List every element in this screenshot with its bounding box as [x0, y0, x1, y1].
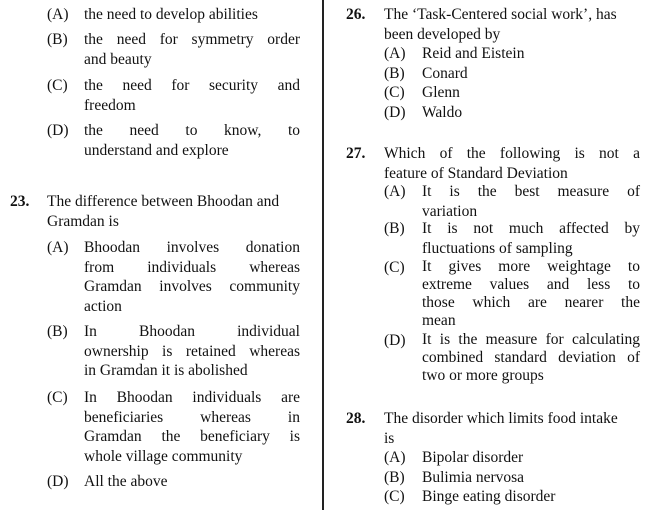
question-27 — [340, 144, 640, 183]
option-text-line: the need for symmetry order — [84, 31, 300, 48]
option-27-d[interactable] — [384, 331, 640, 385]
option-text: Glenn — [422, 84, 460, 101]
option-text: Bipolar disorder — [422, 449, 524, 466]
option-label: (C) — [384, 84, 405, 101]
question-23-option-a — [0, 238, 300, 316]
option-text-line: the need to know, to — [84, 122, 300, 139]
option-text-line: beneficiaries whereas in — [84, 408, 300, 426]
question-22-options — [0, 5, 300, 25]
option-27-c[interactable] — [384, 258, 640, 330]
option-text-line: combined standard deviation of — [422, 349, 640, 366]
option-label: (B) — [384, 468, 405, 486]
option-text-line: Gramdan the beneficiary is — [84, 428, 300, 445]
option-text-line: freedom — [84, 96, 136, 114]
option-text-line: In Bhoodan individual — [84, 323, 300, 340]
option-text-line: ownership is retained whereas — [84, 342, 300, 360]
option-text-line: It gives more weightage to — [422, 258, 640, 275]
option-label: (B) — [47, 31, 68, 48]
question-22-option-d — [0, 121, 300, 160]
option-label: (B) — [384, 220, 405, 237]
option-text-line: It is the best measure of — [422, 183, 640, 200]
option-text-line: from individuals whereas — [84, 258, 300, 276]
question-text-line: been developed by — [384, 25, 501, 43]
question-number: 26. — [346, 6, 366, 23]
option-22-d[interactable] — [47, 121, 300, 160]
question-27-option-a — [340, 182, 640, 221]
option-text-line: in Gramdan it is abolished — [84, 362, 248, 379]
question-23-option-c — [0, 388, 300, 466]
option-text-line: In Bhoodan individuals are — [84, 389, 300, 406]
option-label: (A) — [384, 183, 406, 200]
question-text-line: The difference between Bhoodan and — [47, 193, 280, 210]
column-divider — [322, 0, 324, 510]
option-text-line: understand and explore — [84, 141, 229, 159]
option-text-line: whole village community — [84, 447, 243, 465]
question-27-option-c — [340, 258, 640, 330]
option-text-line: fluctuations of sampling — [422, 239, 573, 257]
question-text-line: Gramdan is — [47, 212, 119, 230]
option-label: (A) — [47, 239, 69, 256]
question-23-option-b — [0, 322, 300, 381]
option-label: (D) — [384, 103, 406, 121]
option-28-b[interactable] — [384, 468, 640, 488]
option-label: (B) — [384, 64, 405, 82]
question-number: 27. — [346, 145, 366, 162]
question-27-option-d — [340, 331, 640, 385]
option-23-d[interactable] — [47, 472, 300, 492]
option-label: (C) — [47, 77, 68, 94]
option-text-line: those which are nearer the — [422, 294, 640, 311]
option-label: (B) — [47, 323, 68, 340]
option-text-line: extreme values and less to — [422, 276, 640, 293]
question-text-line: The disorder which limits food intake — [384, 410, 618, 427]
option-text-line: and beauty — [84, 50, 152, 68]
question-number: 28. — [346, 410, 366, 427]
question-text-line: feature of Standard Deviation — [384, 164, 568, 182]
question-text-line: The ‘Task-Centered social work’, has — [384, 6, 617, 23]
question-text-line: Which of the following is not a — [384, 145, 640, 162]
option-text: Binge eating disorder — [422, 488, 556, 505]
option-text: Waldo — [422, 103, 463, 121]
option-text-line: Gramdan involves community — [84, 278, 300, 295]
option-22-a[interactable] — [47, 5, 300, 25]
option-text-line: variation — [422, 202, 478, 220]
option-23-c[interactable] — [47, 388, 300, 466]
option-text-line: the need for security and — [84, 77, 300, 94]
option-text-line: It is the measure for calculating — [422, 331, 640, 348]
option-26-d[interactable] — [384, 103, 640, 123]
option-26-a[interactable] — [384, 44, 640, 64]
option-text-line: mean — [422, 312, 456, 329]
option-22-c[interactable] — [47, 76, 300, 115]
option-label: (C) — [384, 488, 405, 505]
question-text-line: is — [384, 429, 395, 447]
option-text: Bulimia nervosa — [422, 468, 525, 486]
option-26-c[interactable] — [384, 83, 640, 103]
option-27-a[interactable] — [384, 182, 640, 221]
question-23-option-d — [0, 472, 300, 492]
option-28-c[interactable] — [384, 487, 640, 507]
option-label: (A) — [47, 6, 69, 23]
option-text-line: Bhoodan involves donation — [84, 239, 300, 256]
option-label: (D) — [384, 332, 406, 349]
question-26 — [340, 5, 640, 122]
option-label: (C) — [384, 259, 405, 276]
option-text: All the above — [84, 473, 168, 490]
option-label: (D) — [47, 473, 69, 490]
question-22-option-c — [0, 76, 300, 115]
option-label: (A) — [384, 449, 406, 466]
option-26-b[interactable] — [384, 64, 640, 84]
option-22-b[interactable] — [47, 30, 300, 69]
option-28-a[interactable] — [384, 448, 640, 468]
option-text: Conard — [422, 64, 468, 82]
option-label: (D) — [47, 122, 69, 139]
option-23-a[interactable] — [47, 238, 300, 316]
option-text: the need to develop abilities — [84, 6, 258, 23]
question-27-option-b — [340, 219, 640, 258]
question-28 — [340, 409, 640, 507]
option-23-b[interactable] — [47, 322, 300, 381]
option-text: Reid and Eistein — [422, 45, 525, 62]
option-label: (A) — [384, 45, 406, 62]
option-text-line: It is not much affected by — [422, 220, 640, 237]
option-text-line: two or more groups — [422, 367, 544, 384]
option-text-line: action — [84, 297, 122, 315]
question-23 — [0, 192, 300, 231]
option-label: (C) — [47, 389, 68, 406]
question-number: 23. — [10, 193, 30, 210]
question-22-option-b — [0, 30, 300, 69]
option-27-b[interactable] — [384, 219, 640, 258]
